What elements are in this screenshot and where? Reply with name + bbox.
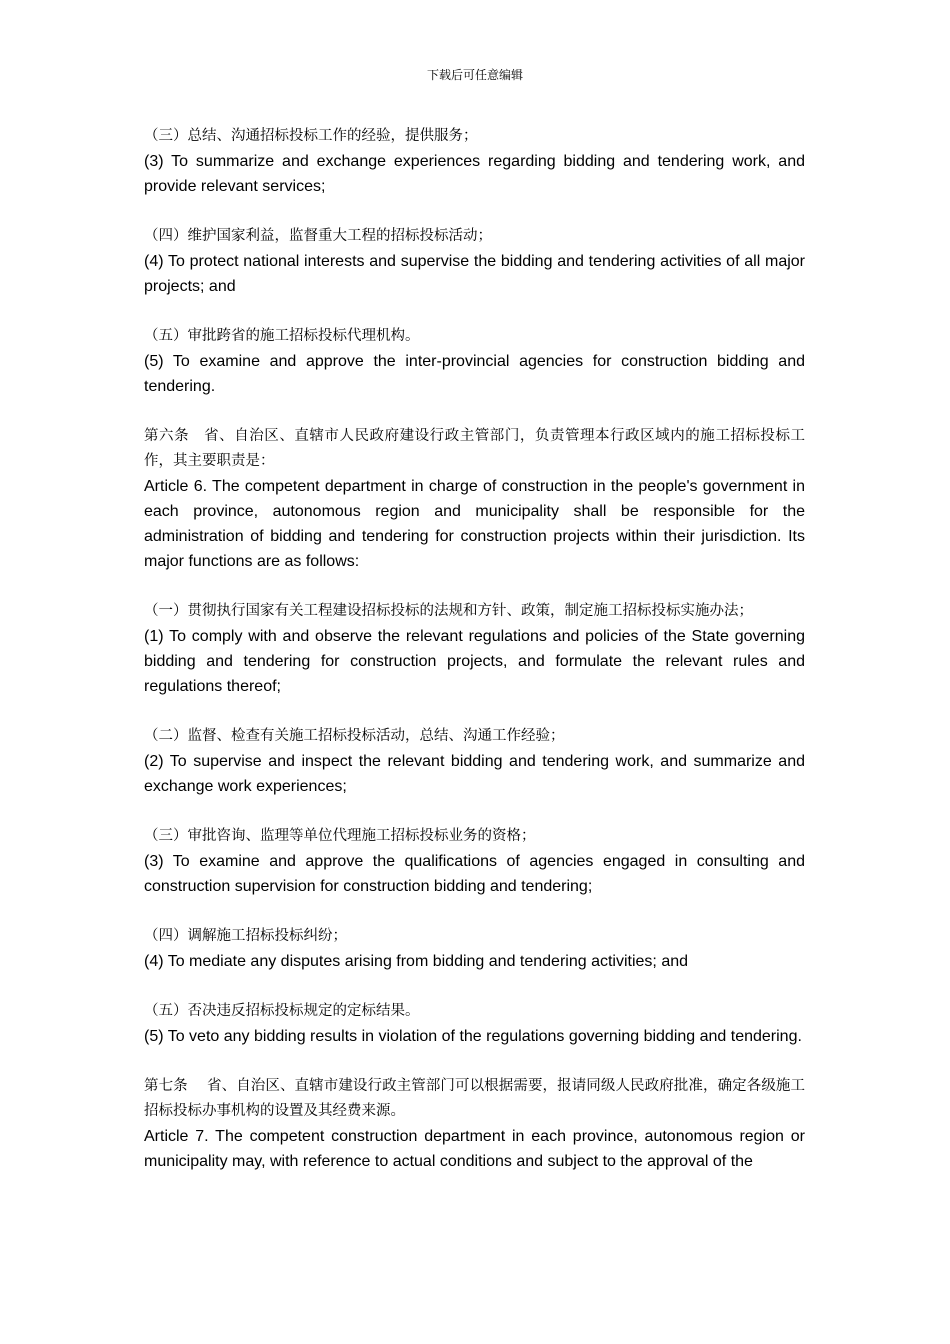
article-block (144, 1074, 805, 1174)
clause-chinese: （三）总结、沟通招标投标工作的经验，提供服务； (144, 128, 478, 144)
clause-english: (4) To protect national interests and supervise the bidding and tendering activities of all major projects; and (144, 253, 805, 295)
page-header-note: 下载后可任意编辑 (426, 68, 523, 82)
clause-chinese: （三）审批咨询、监理等单位代理施工招标投标业务的资格； (144, 828, 536, 844)
article-chinese: 第六条 省、自治区、直辖市人民政府建设行政主管部门，负责管理本行政区域内的施工招标投标工作，其主要职责是： (144, 428, 805, 469)
clause-english: (3) To summarize and exchange experiences regarding bidding and tendering work, and provide relevant services; (144, 153, 805, 195)
clause-chinese: （四）维护国家利益，监督重大工程的招标投标活动； (144, 228, 492, 244)
clause-block (144, 224, 805, 299)
clause-block (144, 924, 805, 974)
clause-chinese: （五）审批跨省的施工招标投标代理机构。 (144, 328, 420, 344)
clause-chinese: （四）调解施工招标投标纠纷； (144, 928, 347, 944)
clause-english: (2) To supervise and inspect the relevant bidding and tendering work, and summarize and exchange work experiences; (144, 753, 805, 795)
clause-english: (4) To mediate any disputes arising from bidding and tendering activities; and (144, 953, 689, 970)
clause-block (144, 124, 805, 199)
clause-english: (5) To veto any bidding results in violation of the regulations governing bidding and tendering. (144, 1028, 802, 1045)
clause-chinese: （五）否决违反招标投标规定的定标结果。 (144, 1003, 420, 1019)
document-body (144, 124, 805, 1199)
clause-block (144, 724, 805, 799)
article-english: Article 6. The competent department in charge of construction in the people's government in each province, autonomous region and municipality shall be responsible for the administration of bidding and tendering for construction projects within their jurisdiction. Its major functions are as follows: (144, 478, 805, 570)
clause-chinese: （二）监督、检查有关施工招标投标活动，总结、沟通工作经验； (144, 728, 565, 744)
clause-block (144, 599, 805, 699)
clause-block (144, 824, 805, 899)
clause-english: (3) To examine and approve the qualifications of agencies engaged in consulting and construction supervision for construction bidding and tendering; (144, 853, 805, 895)
clause-chinese: （一）贯彻执行国家有关工程建设招标投标的法规和方针、政策，制定施工招标投标实施办法； (144, 603, 753, 619)
clause-block (144, 324, 805, 399)
article-english: Article 7. The competent construction department in each province, autonomous region or municipality may, with reference to actual conditions and subject to the approval of the (144, 1128, 805, 1170)
clause-english: (5) To examine and approve the inter-provincial agencies for construction bidding and tendering. (144, 353, 805, 395)
clause-english: (1) To comply with and observe the relevant regulations and policies of the State governing bidding and tendering for construction projects, and formulate the relevant rules and regulations thereof; (144, 628, 805, 695)
article-chinese: 第七条 省、自治区、直辖市建设行政主管部门可以根据需要，报请同级人民政府批准，确定各级施工招标投标办事机构的设置及其经费来源。 (144, 1078, 805, 1119)
clause-block (144, 999, 805, 1049)
article-block (144, 424, 805, 574)
